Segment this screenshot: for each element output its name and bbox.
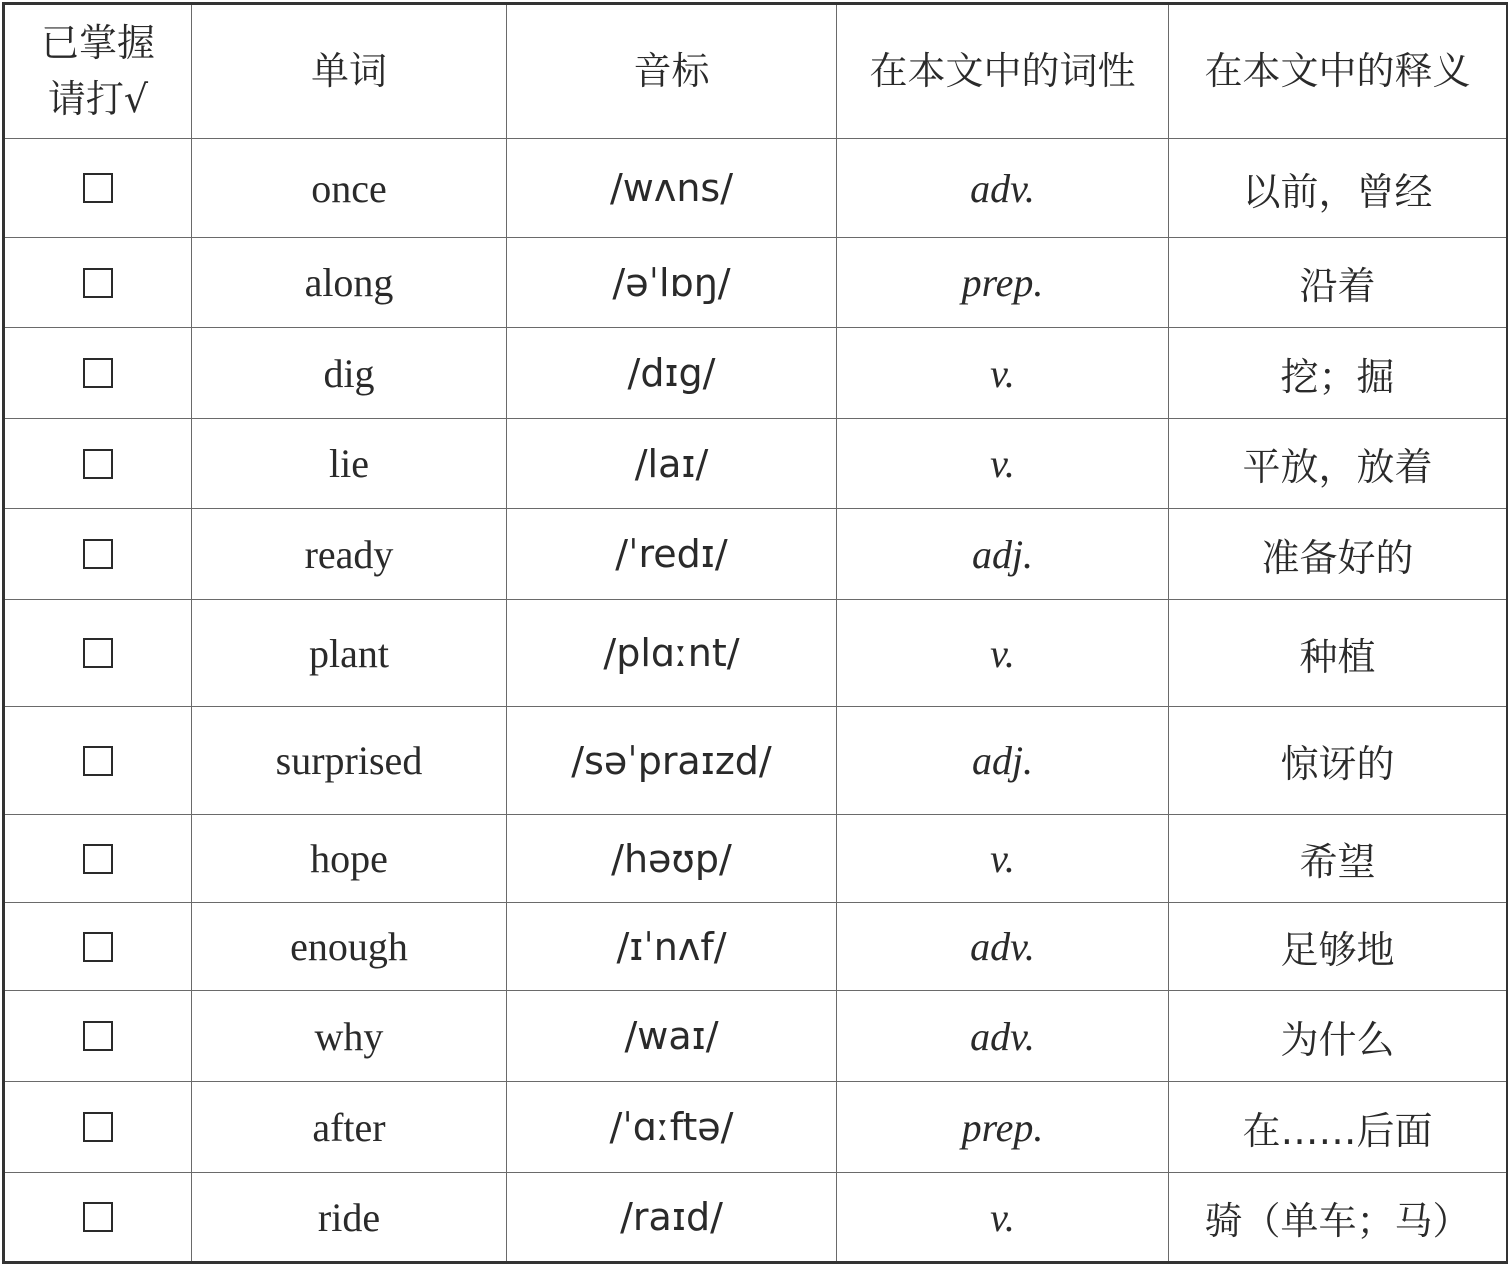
header-mastered <box>4 4 192 139</box>
pos-cell: v. <box>837 1173 1169 1263</box>
meaning-cell: 为什么 <box>1169 991 1508 1082</box>
pos-cell: adj. <box>837 707 1169 815</box>
mastered-cell <box>4 1082 192 1173</box>
mastered-checkbox[interactable] <box>83 1202 113 1232</box>
mastered-cell <box>4 1173 192 1263</box>
meaning-cell: 挖；掘 <box>1169 328 1508 419</box>
mastered-cell <box>4 707 192 815</box>
mastered-cell <box>4 815 192 903</box>
meaning-cell: 准备好的 <box>1169 509 1508 600</box>
table-row <box>4 600 1508 707</box>
pos-cell: adv. <box>837 139 1169 238</box>
mastered-checkbox[interactable] <box>83 449 113 479</box>
word-cell: ride <box>192 1173 507 1263</box>
vocabulary-table <box>2 2 1508 1264</box>
mastered-checkbox[interactable] <box>83 358 113 388</box>
table-row <box>4 509 1508 600</box>
mastered-cell <box>4 139 192 238</box>
table-row <box>4 903 1508 991</box>
word-cell: along <box>192 238 507 328</box>
word-cell: hope <box>192 815 507 903</box>
meaning-cell: 惊讶的 <box>1169 707 1508 815</box>
header-word: 单词 <box>192 4 507 139</box>
mastered-checkbox[interactable] <box>83 173 113 203</box>
meaning-cell: 希望 <box>1169 815 1508 903</box>
header-phonetic: 音标 <box>507 4 837 139</box>
pos-cell: adv. <box>837 903 1169 991</box>
word-cell: lie <box>192 419 507 509</box>
mastered-cell <box>4 328 192 419</box>
mastered-checkbox[interactable] <box>83 844 113 874</box>
table-row <box>4 328 1508 419</box>
table-row <box>4 991 1508 1082</box>
pos-cell: adj. <box>837 509 1169 600</box>
word-cell: ready <box>192 509 507 600</box>
phonetic-cell: /dɪg/ <box>507 328 837 419</box>
mastered-cell <box>4 509 192 600</box>
mastered-cell <box>4 600 192 707</box>
mastered-checkbox[interactable] <box>83 1021 113 1051</box>
pos-cell: v. <box>837 600 1169 707</box>
word-cell: why <box>192 991 507 1082</box>
word-cell: enough <box>192 903 507 991</box>
phonetic-cell: /laɪ/ <box>507 419 837 509</box>
mastered-checkbox[interactable] <box>83 638 113 668</box>
word-cell: surprised <box>192 707 507 815</box>
table-row <box>4 238 1508 328</box>
phonetic-cell: /ɪˈnʌf/ <box>507 903 837 991</box>
word-cell: once <box>192 139 507 238</box>
phonetic-cell: /ˈredɪ/ <box>507 509 837 600</box>
mastered-cell <box>4 238 192 328</box>
mastered-cell <box>4 419 192 509</box>
header-mastered-label: 已掌握 请打√ <box>40 21 155 121</box>
word-cell: plant <box>192 600 507 707</box>
header-pos: 在本文中的词性 <box>837 4 1169 139</box>
header-row <box>4 4 1508 139</box>
table-row <box>4 815 1508 903</box>
mastered-cell <box>4 991 192 1082</box>
word-cell: after <box>192 1082 507 1173</box>
mastered-checkbox[interactable] <box>83 932 113 962</box>
phonetic-cell: /plɑːnt/ <box>507 600 837 707</box>
meaning-cell: 在……后面 <box>1169 1082 1508 1173</box>
phonetic-cell: /ˈɑːftə/ <box>507 1082 837 1173</box>
meaning-cell: 平放，放着 <box>1169 419 1508 509</box>
phonetic-cell: /waɪ/ <box>507 991 837 1082</box>
phonetic-cell: /həʊp/ <box>507 815 837 903</box>
table-row <box>4 139 1508 238</box>
meaning-cell: 骑（单车；马） <box>1169 1173 1508 1263</box>
mastered-checkbox[interactable] <box>83 539 113 569</box>
pos-cell: prep. <box>837 1082 1169 1173</box>
phonetic-cell: /əˈlɒŋ/ <box>507 238 837 328</box>
pos-cell: v. <box>837 419 1169 509</box>
phonetic-cell: /səˈpraɪzd/ <box>507 707 837 815</box>
pos-cell: adv. <box>837 991 1169 1082</box>
phonetic-cell: /wʌns/ <box>507 139 837 238</box>
phonetic-cell: /raɪd/ <box>507 1173 837 1263</box>
meaning-cell: 足够地 <box>1169 903 1508 991</box>
pos-cell: v. <box>837 328 1169 419</box>
table-row <box>4 419 1508 509</box>
meaning-cell: 以前，曾经 <box>1169 139 1508 238</box>
mastered-cell <box>4 903 192 991</box>
table-row <box>4 1082 1508 1173</box>
mastered-checkbox[interactable] <box>83 1112 113 1142</box>
pos-cell: prep. <box>837 238 1169 328</box>
meaning-cell: 沿着 <box>1169 238 1508 328</box>
word-cell: dig <box>192 328 507 419</box>
header-meaning: 在本文中的释义 <box>1169 4 1508 139</box>
table-row <box>4 707 1508 815</box>
mastered-checkbox[interactable] <box>83 746 113 776</box>
table-row <box>4 1173 1508 1263</box>
meaning-cell: 种植 <box>1169 600 1508 707</box>
pos-cell: v. <box>837 815 1169 903</box>
mastered-checkbox[interactable] <box>83 268 113 298</box>
